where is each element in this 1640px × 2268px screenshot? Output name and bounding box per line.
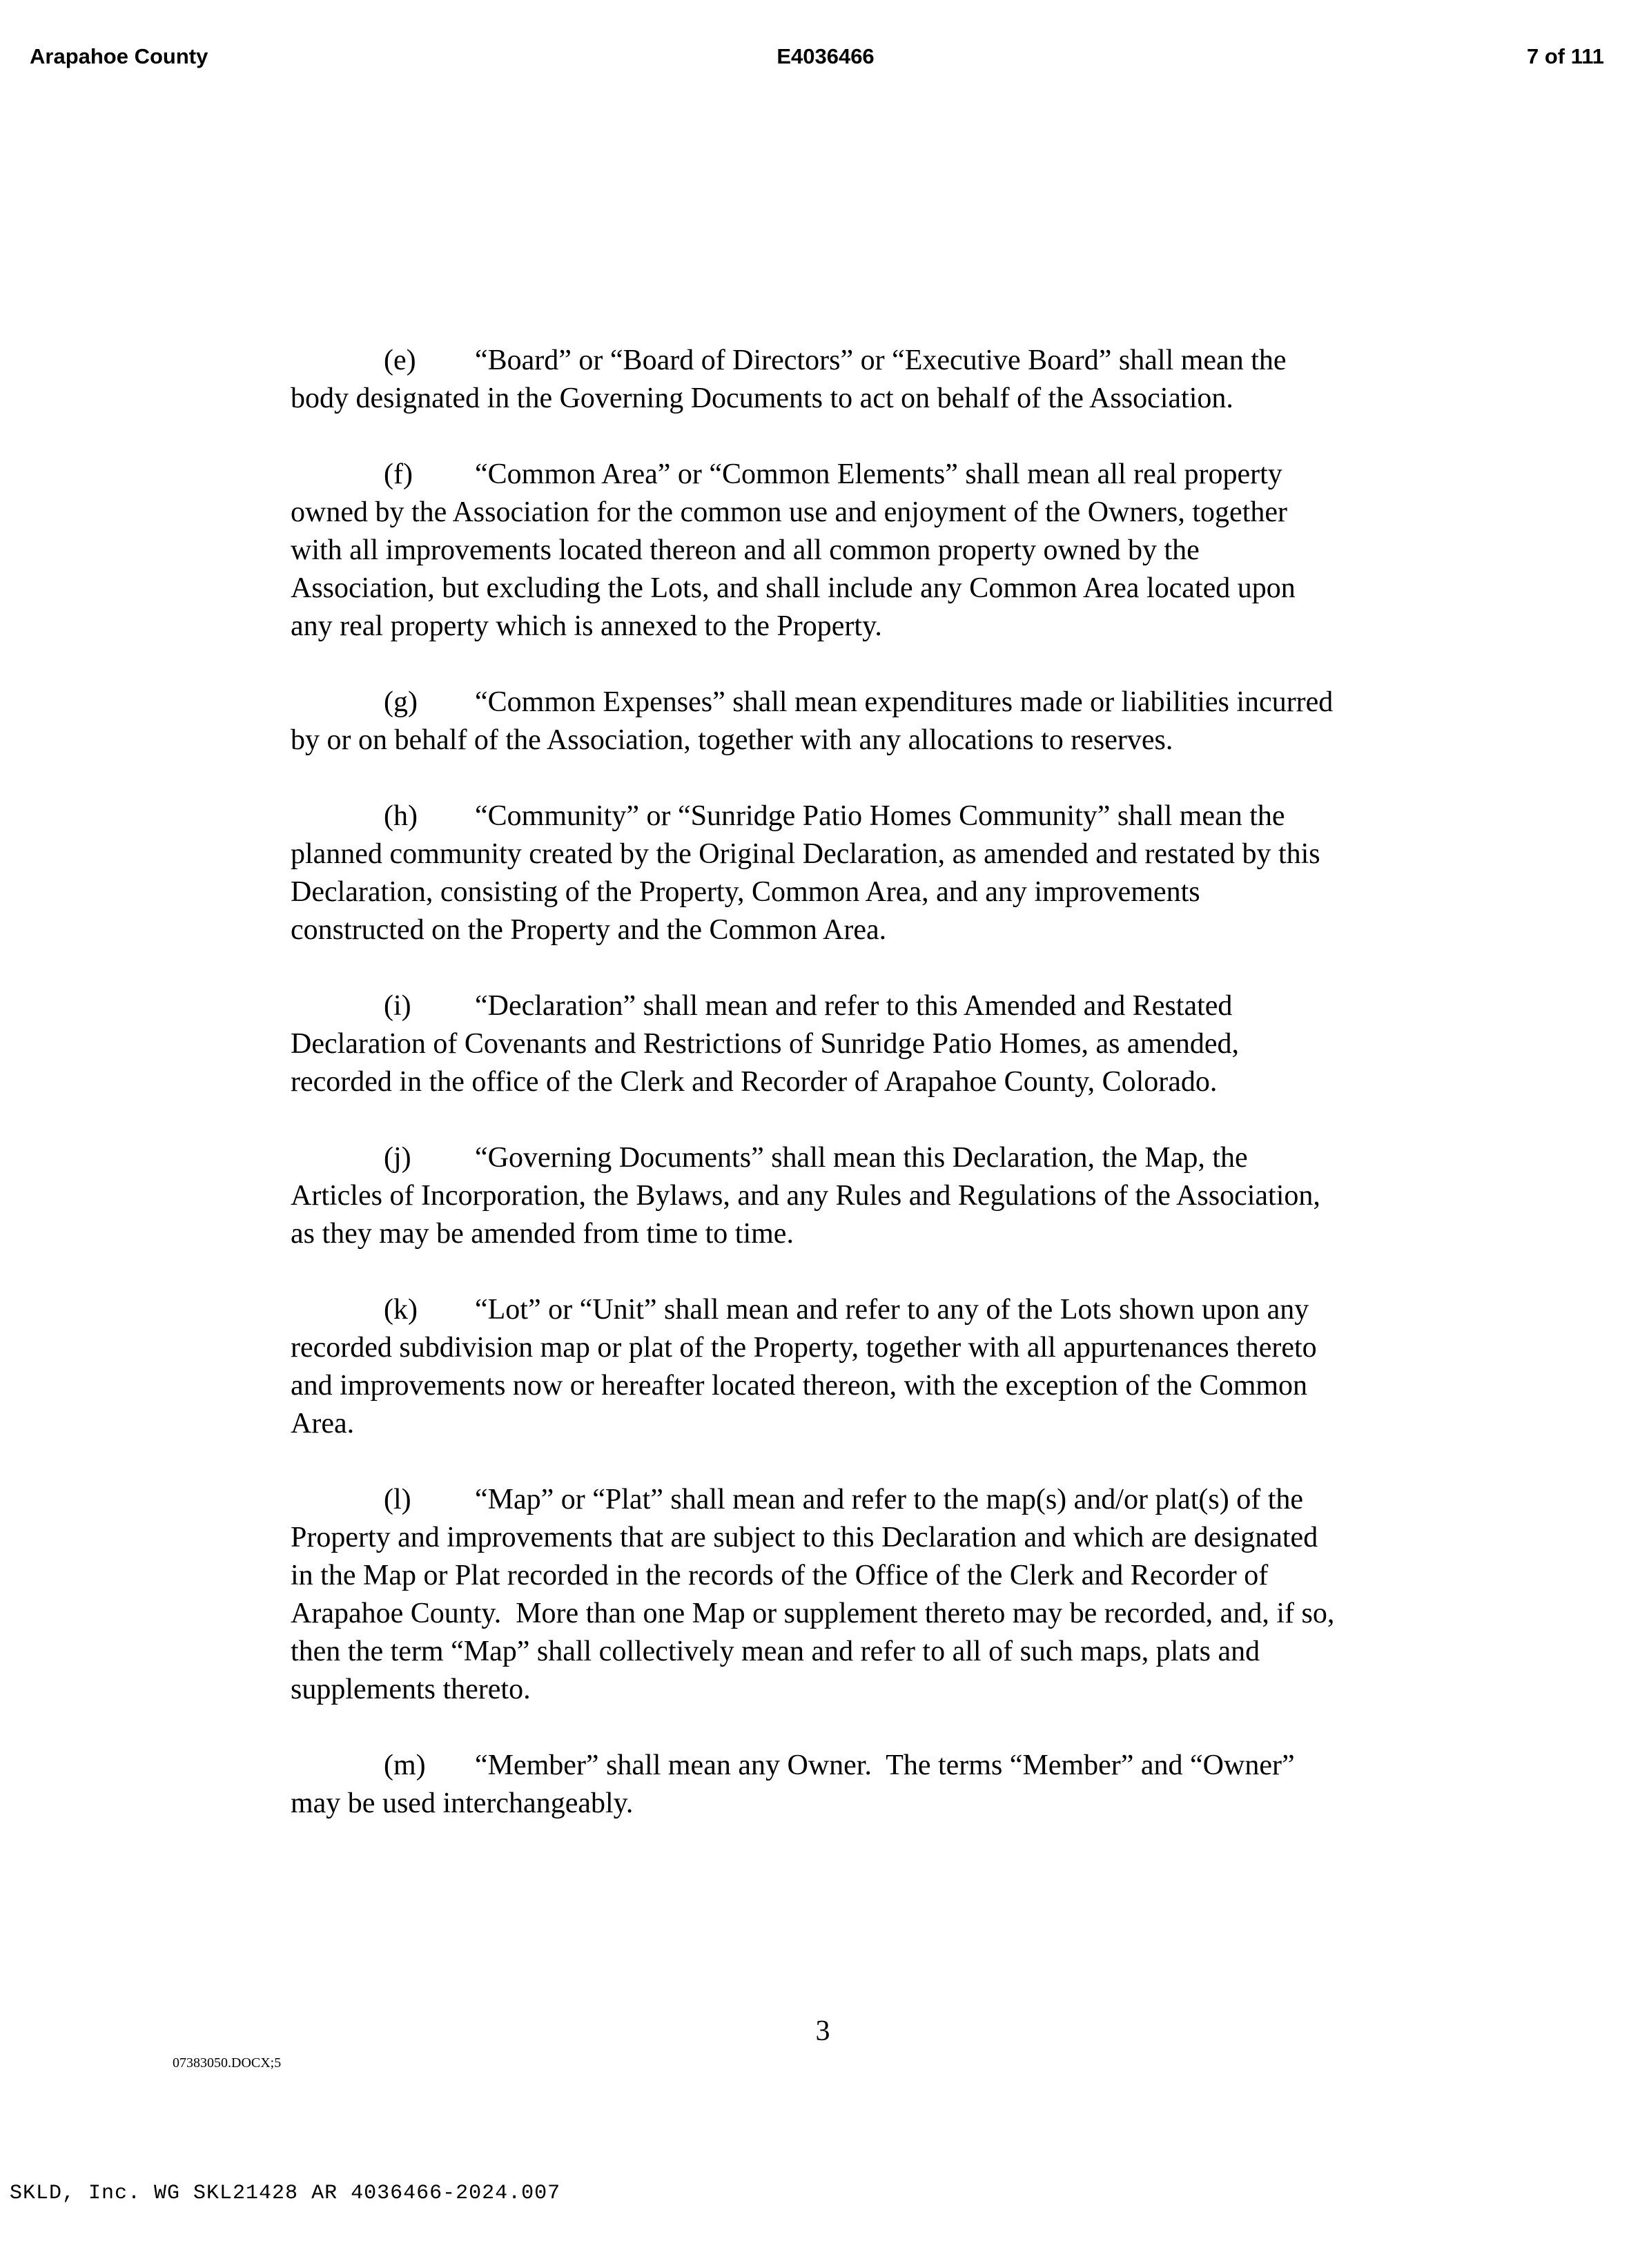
definition-paragraph [291, 797, 1464, 949]
paragraph-text: “Member” shall mean any Owner. The terms “Member” and “Owner” may be used interchangeably. [291, 1750, 1295, 1819]
definition-paragraph [291, 456, 1464, 646]
paragraph-marker: (i) [384, 990, 411, 1022]
paragraph-text: “Common Expenses” shall mean expenditures made or liabilities incurred by or on behalf of the Association, together with any allocations to reserves. [291, 686, 1334, 756]
definition-paragraph [291, 1291, 1464, 1443]
page-count: 7 of 111 [1526, 44, 1604, 68]
paragraph-marker: (h) [384, 800, 418, 832]
paragraph-text: “Lot” or “Unit” shall mean and refer to any of the Lots shown upon any recorded subdivision map or plat of the Property, together with all appurtenances thereto and improvements now or hereafter located thereon, with the exception of the Common Area. [291, 1294, 1317, 1440]
paragraph-text: “Map” or “Plat” shall mean and refer to the map(s) and/or plat(s) of the Property and improvements that are subject to this Declaration and which are designated in the Map or Plat recorded in the records of the Office of the Clerk and Recorder of Arapahoe County. More than one Map or supplement thereto may be recorded, and, if so, then the term “Map” shall collectively mean and refer to all of such maps, plats and supplements thereto. [291, 1484, 1335, 1705]
recording-stamp: SKLD, Inc. WG SKL21428 AR 4036466-2024.007 [10, 2182, 561, 2205]
definition-paragraph [291, 342, 1464, 418]
county-name: Arapahoe County [30, 44, 208, 68]
paragraph-marker: (l) [384, 1484, 411, 1515]
paragraph-text: “Community” or “Sunridge Patio Homes Community” shall mean the planned community created by the Original Declaration, as amended and restated by this Declaration, consisting of the Property, Common Area, and any improvements constructed on the Property and the Common Area. [291, 800, 1320, 946]
page-header [0, 44, 1640, 86]
paragraph-marker: (g) [384, 686, 418, 718]
paragraph-text: “Declaration” shall mean and refer to this Amended and Restated Declaration of Covenants and Restrictions of Sunridge Patio Homes, as amended, recorded in the office of the Clerk and Recorder of Arapahoe County, Colorado. [291, 990, 1240, 1098]
reception-number: E4036466 [777, 44, 875, 68]
paragraph-marker: (k) [384, 1294, 418, 1326]
definition-paragraph [291, 1139, 1464, 1253]
definition-paragraph [291, 987, 1464, 1101]
paragraph-text: “Common Area” or “Common Elements” shall mean all real property owned by the Association for the common use and enjoyment of the Owners, together with all improvements located thereon and all common property owned by the Association, but excluding the Lots, and shall include any Common Area located upon any real property which is annexed to the Property. [291, 458, 1296, 642]
definition-paragraph [291, 1481, 1464, 1709]
paragraph-marker: (f) [384, 458, 413, 490]
definition-paragraph [291, 1747, 1464, 1823]
document-body [291, 342, 1464, 1861]
paragraph-marker: (m) [384, 1750, 426, 1781]
document-id: 07383050.DOCX;5 [173, 2055, 282, 2071]
page-number: 3 [815, 2015, 830, 2047]
paragraph-marker: (j) [384, 1142, 411, 1174]
definition-paragraph [291, 684, 1464, 759]
paragraph-text: “Governing Documents” shall mean this Declaration, the Map, the Articles of Incorporation, the Bylaws, and any Rules and Regulations of the Association, as they may be amended from time to time. [291, 1142, 1320, 1250]
paragraph-text: “Board” or “Board of Directors” or “Executive Board” shall mean the body designated in the Governing Documents to act on behalf of the Association. [291, 345, 1287, 414]
paragraph-marker: (e) [384, 345, 416, 376]
